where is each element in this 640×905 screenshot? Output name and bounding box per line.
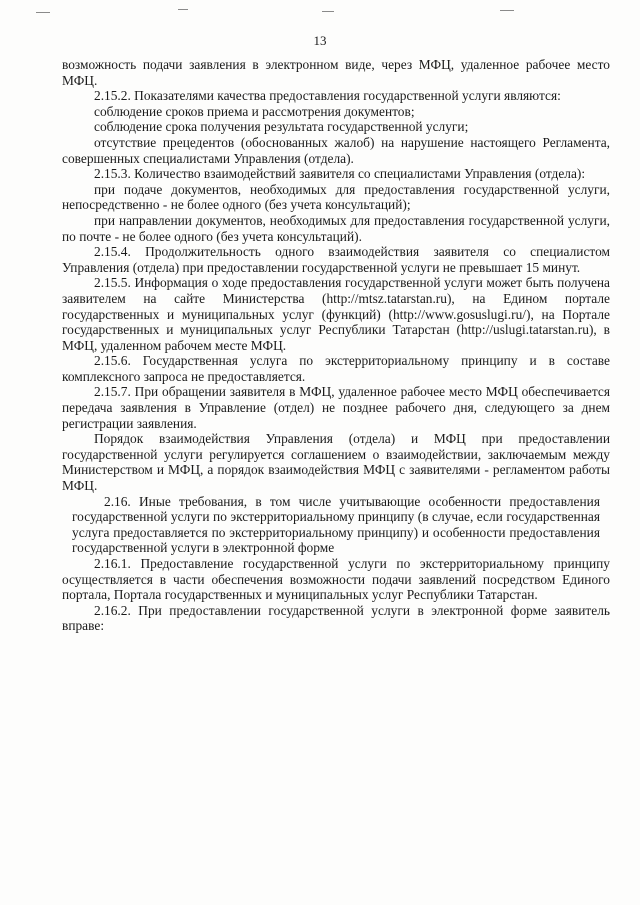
- paragraphs-after: [62, 556, 610, 634]
- paragraph: 2.15.3. Количество взаимодействий заявителя со специалистами Управления (отдела):: [94, 166, 586, 182]
- paragraph: соблюдение сроков приема и рассмотрения документов;: [94, 103, 415, 119]
- paragraph: соблюдение срока получения результата государственной услуги;: [94, 119, 469, 135]
- paragraph: возможность подачи заявления в электронном виде, через МФЦ, удаленное рабочее место МФЦ.: [62, 57, 610, 88]
- scan-mark: [36, 12, 50, 13]
- scan-mark: [322, 11, 334, 12]
- paragraph: 2.15.2. Показателями качества предоставления государственной услуги являются:: [94, 88, 561, 104]
- paragraph: отсутствие прецедентов (обоснованных жалоб) на нарушение настоящего Регламента, совершенных специалистами Управления (отдела).: [62, 134, 610, 166]
- paragraph: 2.15.7. При обращении заявителя в МФЦ, удаленное рабочее место МФЦ обеспечивается передача заявления в Управление (отдел) не позднее рабочего дня, следующего за днем регистрации заявления.: [62, 384, 610, 431]
- page-number: 13: [313, 33, 327, 48]
- paragraph: при направлении документов, необходимых для предоставления государственной услуги, по почте - не более одного (без учета консультаций).: [62, 212, 610, 244]
- paragraph: 2.16.2. При предоставлении государственной услуги в электронной форме заявитель вправе:: [62, 602, 610, 634]
- paragraphs-before: [62, 57, 610, 494]
- paragraph: 2.15.4. Продолжительность одного взаимодействия заявителя со специалистом Управления (отдела) при предоставлении государственной услуги не превышает 15 минут.: [62, 244, 610, 275]
- paragraph: 2.15.5. Информация о ходе предоставления государственной услуги может быть получена заявителем на сайте Министерства (http://mtsz.tatarstan.ru), на Едином портале государственных и муниципальных услуг (функций) (http://www.gosuslugi.ru/), на Портале государственных и муниципальных услуг Республики Татарстан (http://uslugi.tatarstan.ru), в МФЦ, удаленном рабочем месте МФЦ.: [62, 275, 610, 353]
- paragraph: при подаче документов, необходимых для предоставления государственной услуги, непосредственно - не более одного (без учета консультаций);: [62, 181, 610, 213]
- document-body: [62, 57, 610, 634]
- paragraph: 2.15.6. Государственная услуга по экстерриториальному принципу и в составе комплексного запроса не предоставляется.: [62, 353, 610, 384]
- scan-mark: [178, 9, 188, 10]
- section-heading: 2.16. Иные требования, в том числе учитывающие особенности предоставления государственной услуги по экстерриториальному принципу (в случае, если государственная услуга предоставляется по экстерриториальному принципу) и особенности предоставления государственной услуги в электронной форме: [72, 493, 600, 556]
- paragraph: 2.16.1. Предоставление государственной услуги по экстерриториальному принципу осуществляется в части обеспечения возможности подачи заявлений посредством Единого портала, Портала государственных и муниципальных услуг Республики Татарстан.: [62, 556, 610, 603]
- scan-mark: [500, 10, 514, 11]
- paragraph: Порядок взаимодействия Управления (отдела) и МФЦ при предоставлении государственной услуги регулируется соглашением о взаимодействии, заключаемым между Министерством и МФЦ, а порядок взаимодействия МФЦ с заявителями - регламентом работы МФЦ.: [62, 431, 610, 494]
